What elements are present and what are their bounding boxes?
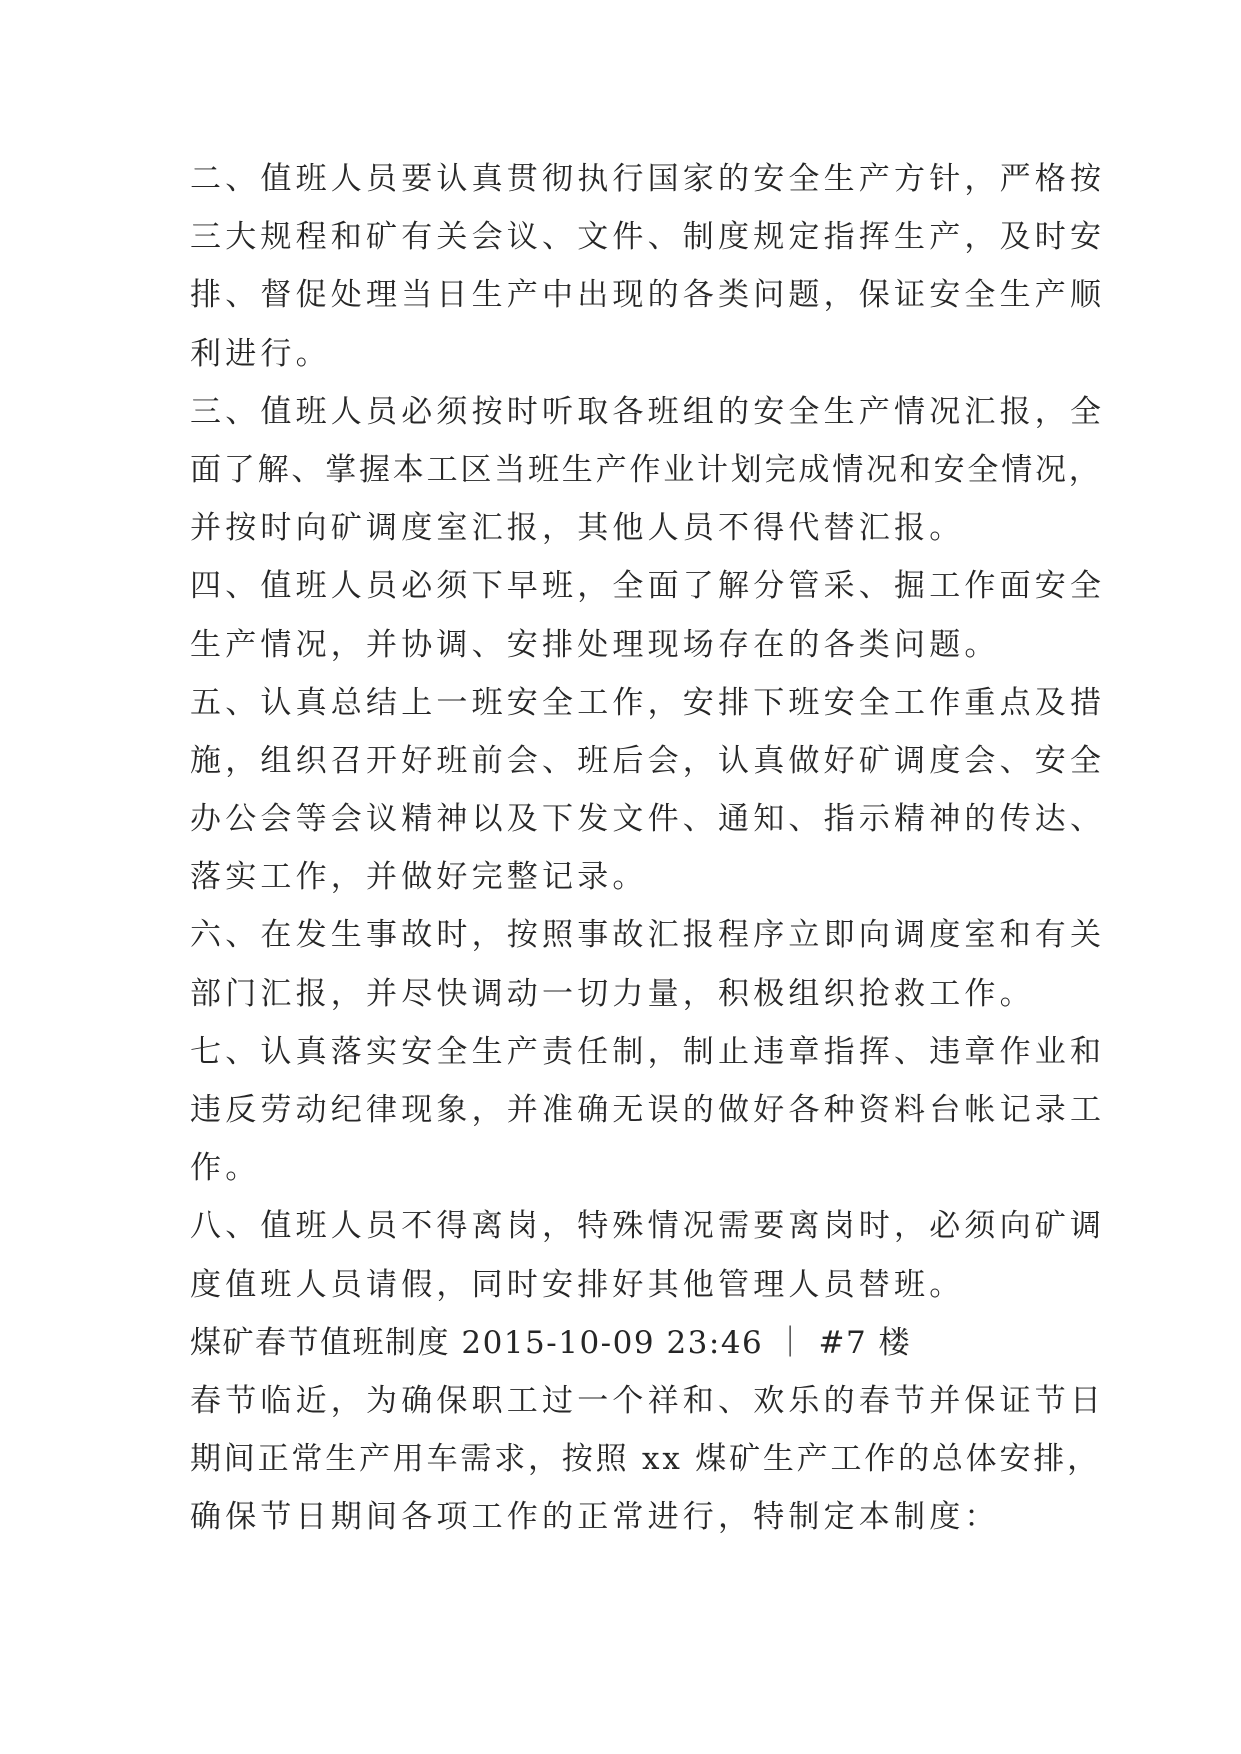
paragraph-line: 三、值班人员必须按时听取各班组的安全生产情况汇报，全 xyxy=(190,393,1106,430)
paragraph-line: 并按时向矿调度室汇报，其他人员不得代替汇报。 xyxy=(190,510,965,547)
document-body xyxy=(190,150,1106,1547)
paragraph-line: 六、在发生事故时，按照事故汇报程序立即向调度室和有关 xyxy=(190,917,1106,954)
paragraph-line: 利进行。 xyxy=(190,335,331,372)
paragraph-line: 排、督促处理当日生产中出现的各类问题，保证安全生产顺 xyxy=(190,277,1106,314)
paragraph-line: 办公会等会议精神以及下发文件、通知、指示精神的传达、 xyxy=(190,801,1106,838)
paragraph-line: 二、值班人员要认真贯彻执行国家的安全生产方针，严格按 xyxy=(190,161,1106,197)
post-header-line: 煤矿春节值班制度 2015-10-09 23:46 ｜ #7 楼 xyxy=(190,1324,912,1361)
paragraph-line: 作。 xyxy=(190,1150,261,1187)
paragraph-line: 生产情况，并协调、安排处理现场存在的各类问题。 xyxy=(190,626,1000,663)
paragraph-line: 落实工作，并做好完整记录。 xyxy=(190,859,648,896)
paragraph-line: 度值班人员请假，同时安排好其他管理人员替班。 xyxy=(190,1266,965,1303)
paragraph-line: 部门汇报，并尽快调动一切力量，积极组织抢救工作。 xyxy=(190,975,1035,1012)
paragraph-line: 面了解、掌握本工区当班生产作业计划完成情况和安全情况， xyxy=(190,451,1103,488)
paragraph-line: 确保节日期间各项工作的正常进行，特制定本制度： xyxy=(190,1499,1000,1536)
paragraph-line: 三大规程和矿有关会议、文件、制度规定指挥生产，及时安 xyxy=(190,219,1106,256)
paragraph-line: 春节临近，为确保职工过一个祥和、欢乐的春节并保证节日 xyxy=(190,1382,1106,1419)
paragraph-line: 四、值班人员必须下早班，全面了解分管采、掘工作面安全 xyxy=(190,568,1106,605)
paragraph-line: 违反劳动纪律现象，并准确无误的做好各种资料台帐记录工 xyxy=(190,1092,1106,1128)
paragraph-line: 八、值班人员不得离岗，特殊情况需要离岗时，必须向矿调 xyxy=(190,1208,1106,1245)
paragraph-line: 五、认真总结上一班安全工作，安排下班安全工作重点及措 xyxy=(190,684,1106,721)
paragraph-line: 施，组织召开好班前会、班后会，认真做好矿调度会、安全 xyxy=(190,742,1106,779)
paragraph-line: 七、认真落实安全生产责任制，制止违章指挥、违章作业和 xyxy=(190,1033,1106,1070)
paragraph-line: 期间正常生产用车需求，按照 xx 煤矿生产工作的总体安排， xyxy=(190,1441,1101,1478)
